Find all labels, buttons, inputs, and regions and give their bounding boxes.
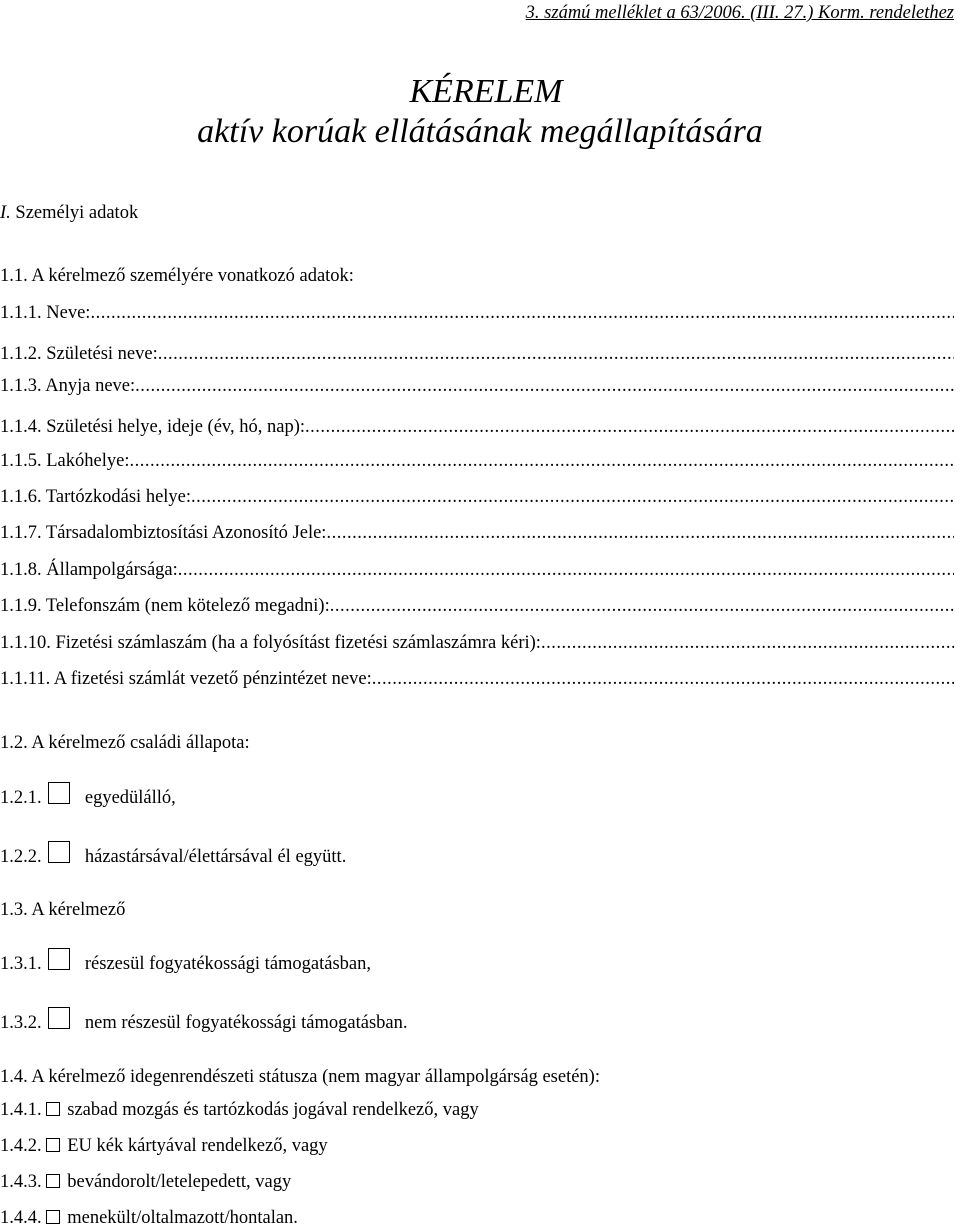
option-number: 1.3.2.: [0, 1013, 42, 1033]
option-1-4-3[interactable]: [0, 1171, 291, 1193]
option-number: 1.2.2.: [0, 847, 42, 867]
field-residence[interactable]: [0, 450, 954, 472]
fill-line: [135, 375, 954, 397]
option-number: 1.3.1.: [0, 954, 42, 974]
field-citizenship[interactable]: [0, 559, 954, 581]
option-1-2-1[interactable]: [0, 787, 176, 810]
checkbox[interactable]: [46, 1102, 60, 1116]
fill-line: [178, 559, 954, 581]
fill-line: [129, 450, 954, 472]
field-birth-name[interactable]: [0, 343, 954, 365]
option-number: 1.4.1.: [0, 1100, 42, 1120]
header-note: 3. számú melléklet a 63/2006. (III. 27.) Korm. rendelethez: [525, 3, 954, 23]
fill-line: [191, 486, 954, 508]
option-label: szabad mozgás és tartózkodás jogával rendelkező, vagy: [67, 1100, 479, 1120]
option-1-3-1[interactable]: [0, 953, 371, 976]
section-label: Személyi adatok: [15, 203, 139, 223]
subsection-1-2-heading: 1.2. A kérelmező családi állapota:: [0, 733, 250, 753]
field-birth-place-date[interactable]: [0, 416, 954, 438]
field-label: 1.1.10. Fizetési számlaszám (ha a folyósítást fizetési számlaszámra kéri):: [0, 633, 541, 653]
field-taj[interactable]: [0, 522, 954, 544]
option-1-4-1[interactable]: [0, 1099, 479, 1121]
field-mother-name[interactable]: [0, 375, 954, 397]
option-label: részesül fogyatékossági támogatásban,: [84, 954, 372, 974]
checkbox[interactable]: [46, 1138, 60, 1152]
fill-line: [90, 302, 954, 324]
checkbox[interactable]: [46, 1174, 60, 1188]
form-subtitle: aktív korúak ellátásának megállapítására: [197, 113, 763, 150]
option-label: házastársával/élettársával él együtt.: [84, 847, 347, 867]
option-label: egyedülálló,: [84, 788, 176, 808]
subsection-1-3-heading: 1.3. A kérelmező: [0, 900, 126, 920]
form-title: KÉRELEM: [409, 73, 563, 110]
fill-line: [326, 522, 954, 544]
field-label: 1.1.1. Neve:: [0, 303, 91, 323]
option-label: menekült/oltalmazott/hontalan.: [67, 1208, 298, 1228]
fill-line: [158, 343, 954, 365]
field-label: 1.1.4. Születési helye, ideje (év, hó, nap):: [0, 417, 305, 437]
field-label: 1.1.6. Tartózkodási helye:: [0, 487, 192, 507]
field-label: 1.1.8. Állampolgársága:: [0, 560, 178, 580]
fill-line: [330, 595, 954, 617]
field-label: 1.1.3. Anyja neve:: [0, 376, 136, 396]
field-name[interactable]: [0, 302, 954, 324]
option-label: EU kék kártyával rendelkező, vagy: [67, 1136, 328, 1156]
field-label: 1.1.2. Születési neve:: [0, 344, 158, 364]
field-stay-place[interactable]: [0, 486, 954, 508]
field-phone[interactable]: [0, 595, 954, 617]
option-1-4-2[interactable]: [0, 1135, 328, 1157]
subsection-1-4-heading: 1.4. A kérelmező idegenrendészeti státusza (nem magyar állampolgárság esetén):: [0, 1067, 600, 1087]
option-1-3-2[interactable]: [0, 1012, 408, 1035]
field-label: 1.1.5. Lakóhelye:: [0, 451, 130, 471]
field-label: 1.1.7. Társadalombiztosítási Azonosító Jele:: [0, 523, 327, 543]
section-number: I.: [0, 203, 11, 223]
option-label: nem részesül fogyatékossági támogatásban.: [84, 1013, 408, 1033]
field-label: 1.1.9. Telefonszám (nem kötelező megadni):: [0, 596, 330, 616]
checkbox[interactable]: [48, 841, 70, 863]
field-account-number[interactable]: [0, 632, 954, 654]
option-number: 1.2.1.: [0, 788, 42, 808]
option-number: 1.4.4.: [0, 1208, 42, 1228]
fill-line: [541, 632, 954, 654]
subsection-1-1-heading: 1.1. A kérelmező személyére vonatkozó adatok:: [0, 266, 354, 286]
field-label: 1.1.11. A fizetési számlát vezető pénzintézet neve:: [0, 669, 372, 689]
option-label: bevándorolt/letelepedett, vagy: [67, 1172, 292, 1192]
checkbox[interactable]: [48, 782, 70, 804]
section-heading: [0, 202, 138, 224]
option-1-2-2[interactable]: [0, 846, 346, 869]
option-1-4-4[interactable]: [0, 1207, 298, 1229]
field-bank-name[interactable]: [0, 668, 954, 690]
option-number: 1.4.2.: [0, 1136, 42, 1156]
option-number: 1.4.3.: [0, 1172, 42, 1192]
fill-line: [305, 416, 954, 438]
checkbox[interactable]: [48, 948, 70, 970]
checkbox[interactable]: [48, 1007, 70, 1029]
checkbox[interactable]: [46, 1210, 60, 1224]
fill-line: [372, 668, 954, 690]
